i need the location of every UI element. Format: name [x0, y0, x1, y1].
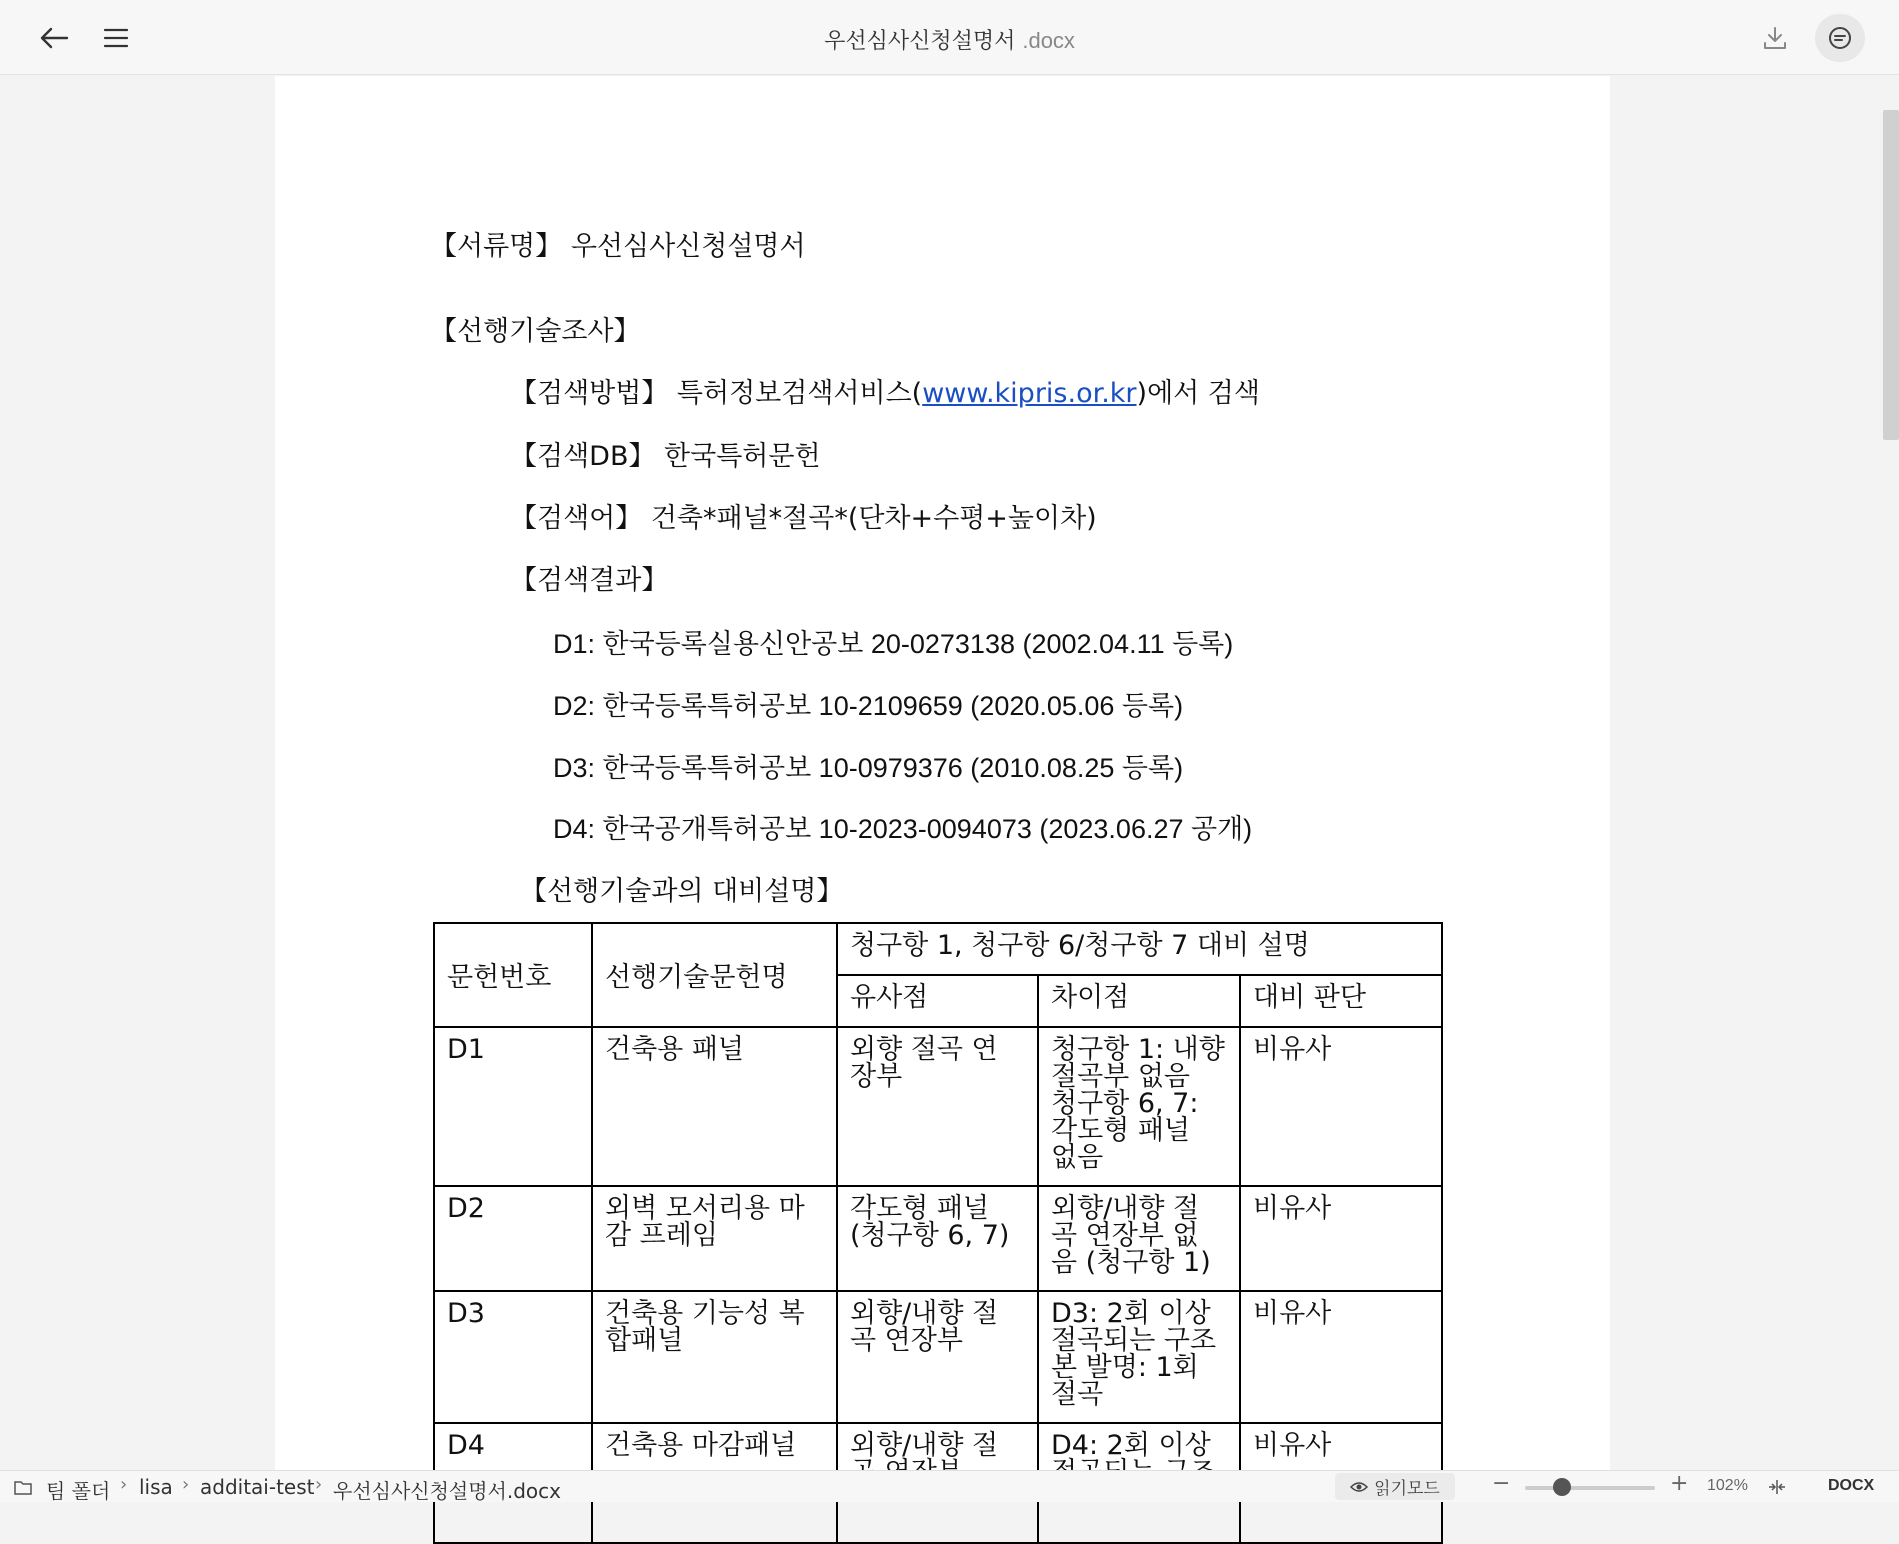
read-mode-label: 읽기모드: [1374, 1479, 1440, 1499]
cell-doc-no: D1: [434, 1027, 592, 1186]
cell-similar: 각도형 패널 (청구항 6, 7): [837, 1186, 1038, 1291]
search-db-line: 【검색DB】 한국특허문헌: [510, 441, 821, 472]
search-result-item: D3: 한국등록특허공보 10-0979376 (2010.08.25 등록): [553, 753, 1184, 783]
status-bar: [0, 1470, 1899, 1502]
search-method-prefix: 【검색방법】 특허정보검색서비스(: [510, 378, 923, 409]
search-results-heading: 【검색결과】: [510, 565, 669, 596]
search-terms-line: 【검색어】 건축*패널*절곡*(단차+수평+높이차): [510, 503, 1097, 534]
document-title-name: 우선심사신청설명서: [824, 29, 1016, 54]
cell-doc-name: 외벽 모서리용 마 감 프레임: [592, 1186, 837, 1291]
chevron-right-icon: ›: [182, 1474, 190, 1495]
cell-doc-no: D4: [434, 1423, 592, 1543]
cell-difference: 외향/내향 절 곡 연장부 없 음 (청구항 1): [1038, 1186, 1240, 1291]
document-title: [0, 24, 1899, 55]
top-toolbar: [0, 0, 1899, 75]
comparison-table: [433, 922, 1443, 1544]
cell-difference: 청구항 1: 내향 절곡부 없음 청구항 6, 7: 각도형 패널 없음: [1038, 1027, 1240, 1186]
comment-icon: [1827, 25, 1853, 51]
breadcrumb-item[interactable]: lisa: [139, 1475, 173, 1499]
chevron-right-icon: ›: [120, 1474, 128, 1495]
eye-icon: [1350, 1480, 1368, 1494]
table-header-row: [434, 923, 1442, 975]
search-result-item: D1: 한국등록실용신안공보 20-0273138 (2002.04.11 등록): [553, 629, 1234, 659]
cell-similar: 외향/내향 절 곡 연장부: [837, 1291, 1038, 1423]
cell-judgment: 비유사: [1240, 1423, 1442, 1543]
cell-doc-no: D3: [434, 1291, 592, 1423]
cell-similar: 외향/내향 절: [837, 1423, 1038, 1543]
cell-difference: D3: 2회 이상 절곡되는 구조 본 발명: 1회 절곡: [1038, 1291, 1240, 1423]
chevron-right-icon: ›: [315, 1474, 323, 1495]
header-similar: 유사점: [837, 975, 1038, 1027]
document-title-extension: .docx: [1022, 28, 1075, 53]
search-method-line: [510, 371, 1260, 410]
download-icon[interactable]: [1755, 18, 1795, 58]
cell-judgment: 비유사: [1240, 1186, 1442, 1291]
cell-doc-name: 건축용 패널: [592, 1027, 837, 1186]
cell-difference: D4: 2회 이상: [1038, 1423, 1240, 1543]
breadcrumb-item[interactable]: additai-test: [200, 1475, 315, 1499]
read-mode-button[interactable]: [1335, 1473, 1455, 1500]
table-row: [434, 1027, 1442, 1186]
zoom-slider-handle[interactable]: [1553, 1478, 1571, 1496]
zoom-level: 102%: [1707, 1477, 1748, 1494]
breadcrumb-item[interactable]: 우선심사신청설명서.docx: [333, 1479, 562, 1503]
comment-button[interactable]: [1815, 14, 1865, 62]
search-method-suffix: )에서 검색: [1136, 378, 1260, 409]
cell-doc-name: 건축용 마감패널: [592, 1423, 837, 1543]
table-row: [434, 1291, 1442, 1423]
document-page: [275, 76, 1610, 1470]
kipris-link[interactable]: www.kipris.or.kr: [922, 378, 1137, 409]
breadcrumb-item[interactable]: 팀 폴더: [46, 1479, 111, 1503]
cell-similar: 외향 절곡 연 장부: [837, 1027, 1038, 1186]
prior-art-heading: 【선행기술조사】: [430, 316, 641, 347]
file-format-label: DOCX: [1828, 1477, 1875, 1494]
zoom-slider-track[interactable]: [1525, 1486, 1655, 1490]
cell-judgment: 비유사: [1240, 1291, 1442, 1423]
search-result-item: D4: 한국공개특허공보 10-2023-0094073 (2023.06.27 공개): [553, 814, 1253, 844]
zoom-out-button[interactable]: −: [1492, 1471, 1511, 1496]
comparison-heading: 【선행기술과의 대비설명】: [520, 876, 844, 907]
header-difference: 차이점: [1038, 975, 1240, 1027]
header-claims: 청구항 1, 청구항 6/청구항 7 대비 설명: [837, 923, 1442, 975]
table-row: [434, 1186, 1442, 1291]
scrollbar-thumb[interactable]: [1883, 110, 1899, 440]
folder-icon: [14, 1480, 32, 1495]
search-result-item: D2: 한국등록특허공보 10-2109659 (2020.05.06 등록): [553, 691, 1184, 721]
cell-doc-name: 건축용 기능성 복 합패널: [592, 1291, 837, 1423]
header-doc-name: 선행기술문헌명: [592, 923, 837, 1027]
cell-doc-no: D2: [434, 1186, 592, 1291]
header-judgment: 대비 판단: [1240, 975, 1442, 1027]
header-doc-no: 문헌번호: [434, 923, 592, 1027]
zoom-in-button[interactable]: +: [1670, 1471, 1689, 1496]
fit-width-icon[interactable]: [1767, 1479, 1787, 1495]
cell-judgment: 비유사: [1240, 1027, 1442, 1186]
doc-name-line: 【서류명】 우선심사신청설명서: [430, 231, 806, 262]
